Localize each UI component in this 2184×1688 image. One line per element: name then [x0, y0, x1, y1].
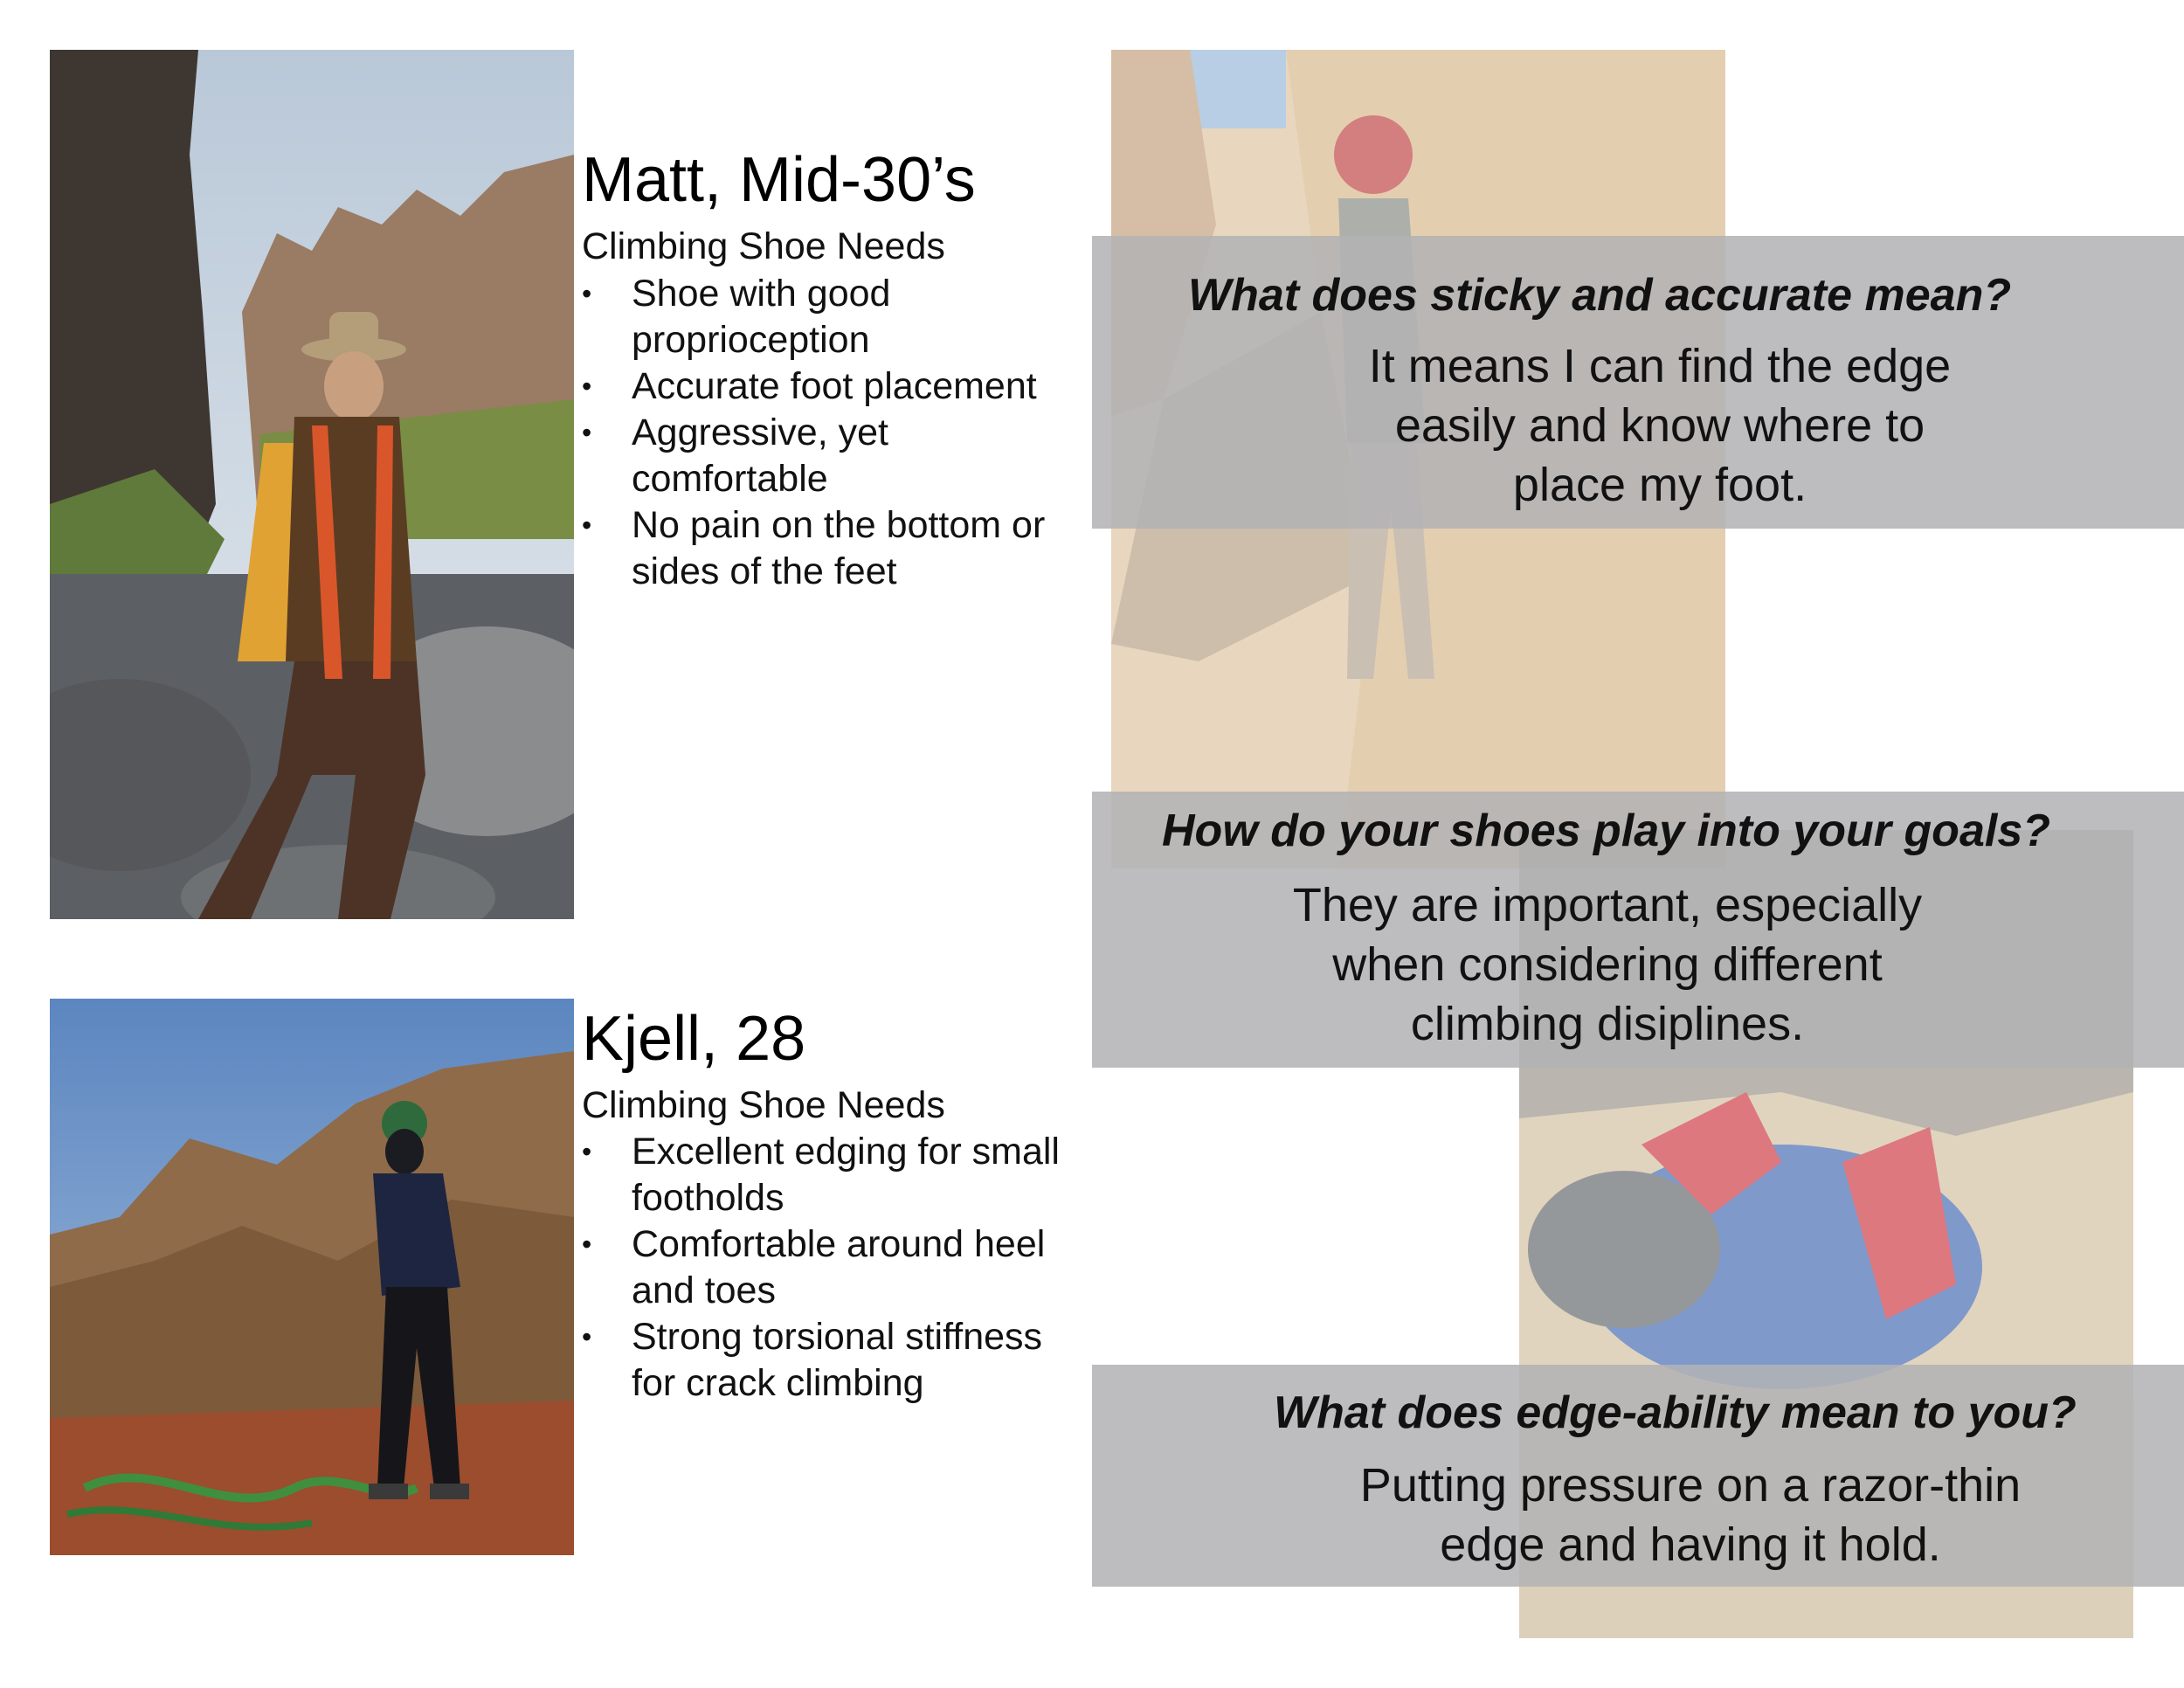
needs-list	[582, 1129, 1089, 1407]
interview-answer: It means I can find the edge easily and know where to place my foot.	[1368, 340, 1952, 511]
persona-name: Matt, Mid-30’s	[582, 145, 976, 215]
needs-list	[582, 271, 1089, 595]
need-item: • Aggressive, yet comfortable	[582, 410, 1089, 502]
interview-answer: They are important, especially when considering different climbing disiplines.	[1292, 879, 1923, 1050]
interview-qa-3	[1092, 1365, 2184, 1587]
interview-question: What does sticky and accurate mean?	[1188, 270, 2012, 321]
matt-photo	[50, 50, 574, 919]
need-item: • Shoe with good proprioception	[582, 271, 1089, 363]
interview-question: What does edge-ability mean to you?	[1274, 1387, 2077, 1438]
persona-name: Kjell, 28	[582, 1004, 806, 1074]
need-item: • No pain on the bottom or sides of the feet	[582, 502, 1089, 595]
need-item: • Excellent edging for small footholds	[582, 1129, 1089, 1221]
need-item: • Comfortable around heel and toes	[582, 1221, 1089, 1314]
needs-title: Climbing Shoe Needs	[582, 225, 945, 267]
need-item: • Strong torsional stiffness for crack climbing	[582, 1314, 1089, 1407]
needs-title: Climbing Shoe Needs	[582, 1084, 945, 1126]
need-item: • Accurate foot placement	[582, 363, 1089, 410]
interview-answer: Putting pressure on a razor-thin edge and having it hold.	[1359, 1459, 2022, 1571]
interview-question: How do your shoes play into your goals?	[1162, 806, 2050, 856]
interview-qa-1	[1092, 236, 2184, 529]
interview-qa-2	[1092, 792, 2184, 1068]
kjell-photo	[50, 999, 574, 1555]
